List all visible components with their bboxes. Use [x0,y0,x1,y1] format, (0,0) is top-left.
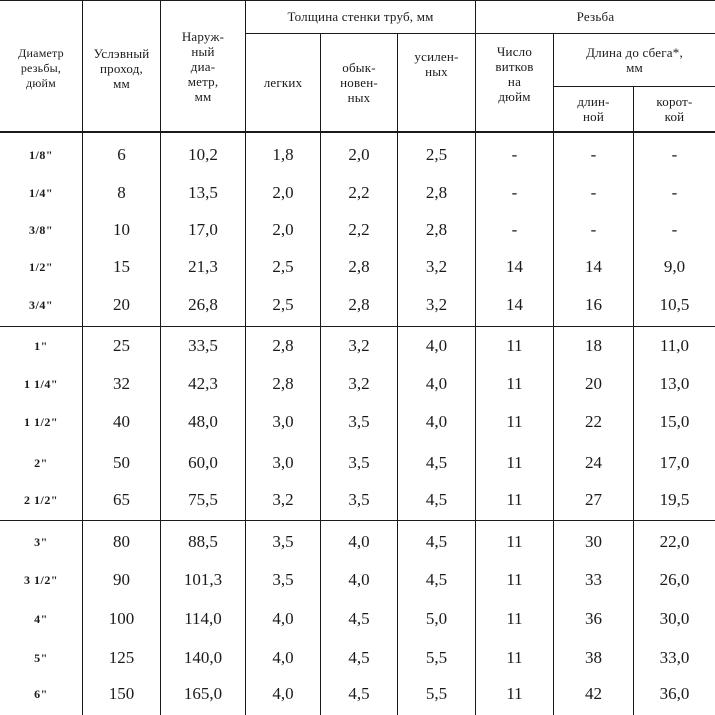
cell-wall-ordinary: 2,8 [348,257,370,276]
cell-wall-ordinary: 2,0 [348,145,370,164]
cell-wall-reinforced: 4,0 [425,412,448,431]
cell-outer-diameter: 17,0 [188,220,218,239]
cell-wall-ordinary: 3,5 [348,453,370,472]
cell-wall-reinforced: 4,5 [425,453,448,472]
cell-wall-reinforced: 2,5 [425,145,448,164]
cell-wall-ordinary: 4,5 [348,684,370,703]
cell-wall-ordinary: 3,2 [348,374,370,393]
cell-outer-diameter: 114,0 [184,609,222,628]
cell-turns-per-inch: 11 [506,490,523,509]
cell-nominal-bore: 50 [113,453,130,472]
cell-length-short: - [671,220,678,239]
cell-thread-size: 1 1/2" [24,415,58,429]
cell-wall-reinforced: 4,5 [425,570,448,589]
cell-nominal-bore: 8 [117,183,126,202]
cell-nominal-bore: 15 [113,257,130,276]
cell-length-short: - [671,145,678,164]
cell-wall-ordinary: 3,5 [348,490,370,509]
cell-length-long: 38 [585,648,602,667]
cell-wall-ordinary: 2,2 [348,220,370,239]
cell-turns-per-inch: 11 [506,336,523,355]
header-wall-reinforced: усилен- ных [414,49,459,79]
cell-wall-light: 4,0 [272,684,294,703]
cell-length-long: 16 [585,295,602,314]
cell-turns-per-inch: 11 [506,609,523,628]
cell-thread-size: 2 1/2" [24,493,58,507]
cell-wall-light: 3,5 [272,570,294,589]
cell-turns-per-inch: - [511,183,518,202]
cell-length-short: 36,0 [659,684,690,703]
cell-length-long: 24 [585,453,602,472]
cell-thread-size: 1/2" [29,260,53,274]
cell-wall-light: 3,2 [272,490,294,509]
cell-wall-light: 2,8 [272,336,294,355]
cell-wall-ordinary: 2,8 [348,295,370,314]
cell-outer-diameter: 101,3 [183,570,223,589]
cell-wall-light: 2,8 [272,374,294,393]
cell-outer-diameter: 75,5 [188,490,218,509]
cell-turns-per-inch: 14 [506,295,523,314]
cell-wall-light: 2,5 [272,295,294,314]
cell-turns-per-inch: 11 [506,648,523,667]
header-length-short: корот- кой [656,94,693,124]
cell-wall-light: 3,5 [272,532,294,551]
cell-length-long: 36 [585,609,602,628]
header-bottom-rule [0,131,715,133]
cell-nominal-bore: 10 [113,220,130,239]
cell-thread-size: 3/8" [29,223,53,237]
cell-turns-per-inch: 11 [506,412,523,431]
cell-length-short: 30,0 [659,609,690,628]
cell-thread-size: 1 1/4" [24,377,58,391]
cell-length-long: 27 [585,490,602,509]
cell-wall-reinforced: 2,8 [425,220,448,239]
header-thread: Резьба [576,9,615,24]
header-turns-per-inch: Число витков на дюйм [495,44,534,104]
cell-wall-ordinary: 2,2 [348,183,370,202]
cell-turns-per-inch: - [511,220,518,239]
cell-length-long: 30 [585,532,602,551]
cell-outer-diameter: 88,5 [188,532,218,551]
cell-outer-diameter: 140,0 [183,648,223,667]
cell-length-short: 33,0 [659,648,690,667]
cell-thread-size: 2" [34,456,48,470]
cell-wall-light: 1,8 [272,145,294,164]
cell-wall-reinforced: 5,5 [425,684,448,703]
cell-wall-light: 3,0 [272,453,294,472]
cell-wall-reinforced: 5,0 [425,609,448,628]
cell-wall-light: 4,0 [272,609,294,628]
header-wall-thickness: Толщина стенки труб, мм [287,9,434,24]
cell-length-short: 19,5 [659,490,690,509]
cell-length-long: - [590,183,597,202]
cell-outer-diameter: 33,5 [188,336,218,355]
header-wall-ordinary: обык- новен- ных [340,60,378,105]
cell-thread-size: 5" [34,651,48,665]
cell-wall-reinforced: 5,5 [425,648,448,667]
cell-length-short: 17,0 [659,453,690,472]
cell-wall-light: 2,0 [272,220,294,239]
cell-wall-light: 4,0 [272,648,294,667]
cell-nominal-bore: 100 [108,609,135,628]
cell-wall-reinforced: 4,5 [425,490,448,509]
cell-thread-size: 6" [34,687,48,701]
header-outer-diameter: Наруж- ный диа- метр, мм [181,28,225,104]
cell-turns-per-inch: 11 [506,570,523,589]
cell-wall-ordinary: 4,0 [348,532,370,551]
cell-thread-size: 1" [34,339,48,353]
cell-length-short: 9,0 [663,257,686,276]
cell-length-long: 33 [585,570,602,589]
cell-length-long: 14 [585,257,602,276]
cell-wall-ordinary: 4,5 [348,609,370,628]
cell-length-long: - [590,220,597,239]
cell-thread-size: 3/4" [29,298,53,312]
cell-length-long: 42 [585,684,602,703]
cell-thread-size: 1/8" [29,148,53,162]
cell-nominal-bore: 40 [113,412,130,431]
header-wall-light: легких [263,75,303,90]
cell-length-short: 22,0 [659,532,690,551]
cell-thread-size: 3" [34,535,48,549]
cell-wall-reinforced: 2,8 [425,183,448,202]
cell-wall-light: 2,0 [272,183,294,202]
cell-outer-diameter: 13,5 [188,183,218,202]
cell-nominal-bore: 65 [113,490,130,509]
group-2-rule [0,520,715,521]
cell-outer-diameter: 48,0 [188,412,218,431]
cell-length-short: - [671,183,678,202]
cell-nominal-bore: 80 [113,532,130,551]
cell-nominal-bore: 125 [108,648,135,667]
cell-turns-per-inch: 11 [506,453,523,472]
header-thread-diameter: Диаметр резьбы, дюйм [18,45,64,90]
cell-wall-ordinary: 4,0 [348,570,370,589]
group-1-rule [0,326,715,327]
cell-wall-reinforced: 3,2 [425,295,448,314]
cell-length-short: 13,0 [659,374,690,393]
cell-nominal-bore: 90 [113,570,130,589]
cell-nominal-bore: 20 [113,295,130,314]
header-nominal-bore: Услэвный проход, мм [93,45,150,91]
cell-nominal-bore: 32 [113,374,130,393]
cell-outer-diameter: 21,3 [188,257,218,276]
cell-length-short: 11,0 [659,336,690,355]
cell-turns-per-inch: 14 [506,257,523,276]
cell-turns-per-inch: - [511,145,518,164]
cell-nominal-bore: 6 [117,145,126,164]
cell-thread-size: 1/4" [29,186,53,200]
cell-length-long: 18 [585,336,602,355]
cell-wall-reinforced: 3,2 [425,257,448,276]
cell-wall-reinforced: 4,5 [425,532,448,551]
cell-thread-size: 3 1/2" [24,573,58,587]
cell-turns-per-inch: 11 [506,684,523,703]
cell-length-short: 26,0 [659,570,690,589]
cell-length-long: - [590,145,597,164]
cell-length-short: 10,5 [659,295,690,314]
cell-turns-per-inch: 11 [506,374,523,393]
header-length-to-runout: Длина до сбега*, мм [586,45,683,75]
cell-length-long: 22 [585,412,602,431]
cell-outer-diameter: 165,0 [183,684,223,703]
cell-nominal-bore: 25 [113,336,130,355]
cell-wall-ordinary: 3,2 [348,336,370,355]
cell-wall-ordinary: 4,5 [348,648,370,667]
cell-wall-reinforced: 4,0 [425,374,448,393]
header-length-long: длин- ной [577,94,610,124]
cell-outer-diameter: 42,3 [188,374,218,393]
cell-length-short: 15,0 [659,412,690,431]
cell-outer-diameter: 60,0 [188,453,218,472]
cell-nominal-bore: 150 [108,684,135,703]
cell-wall-ordinary: 3,5 [348,412,370,431]
cell-outer-diameter: 10,2 [188,145,218,164]
cell-wall-reinforced: 4,0 [425,336,448,355]
cell-wall-light: 2,5 [272,257,294,276]
cell-thread-size: 4" [34,612,48,626]
cell-turns-per-inch: 11 [506,532,523,551]
cell-wall-light: 3,0 [272,412,294,431]
cell-outer-diameter: 26,8 [188,295,218,314]
cell-length-long: 20 [585,374,602,393]
